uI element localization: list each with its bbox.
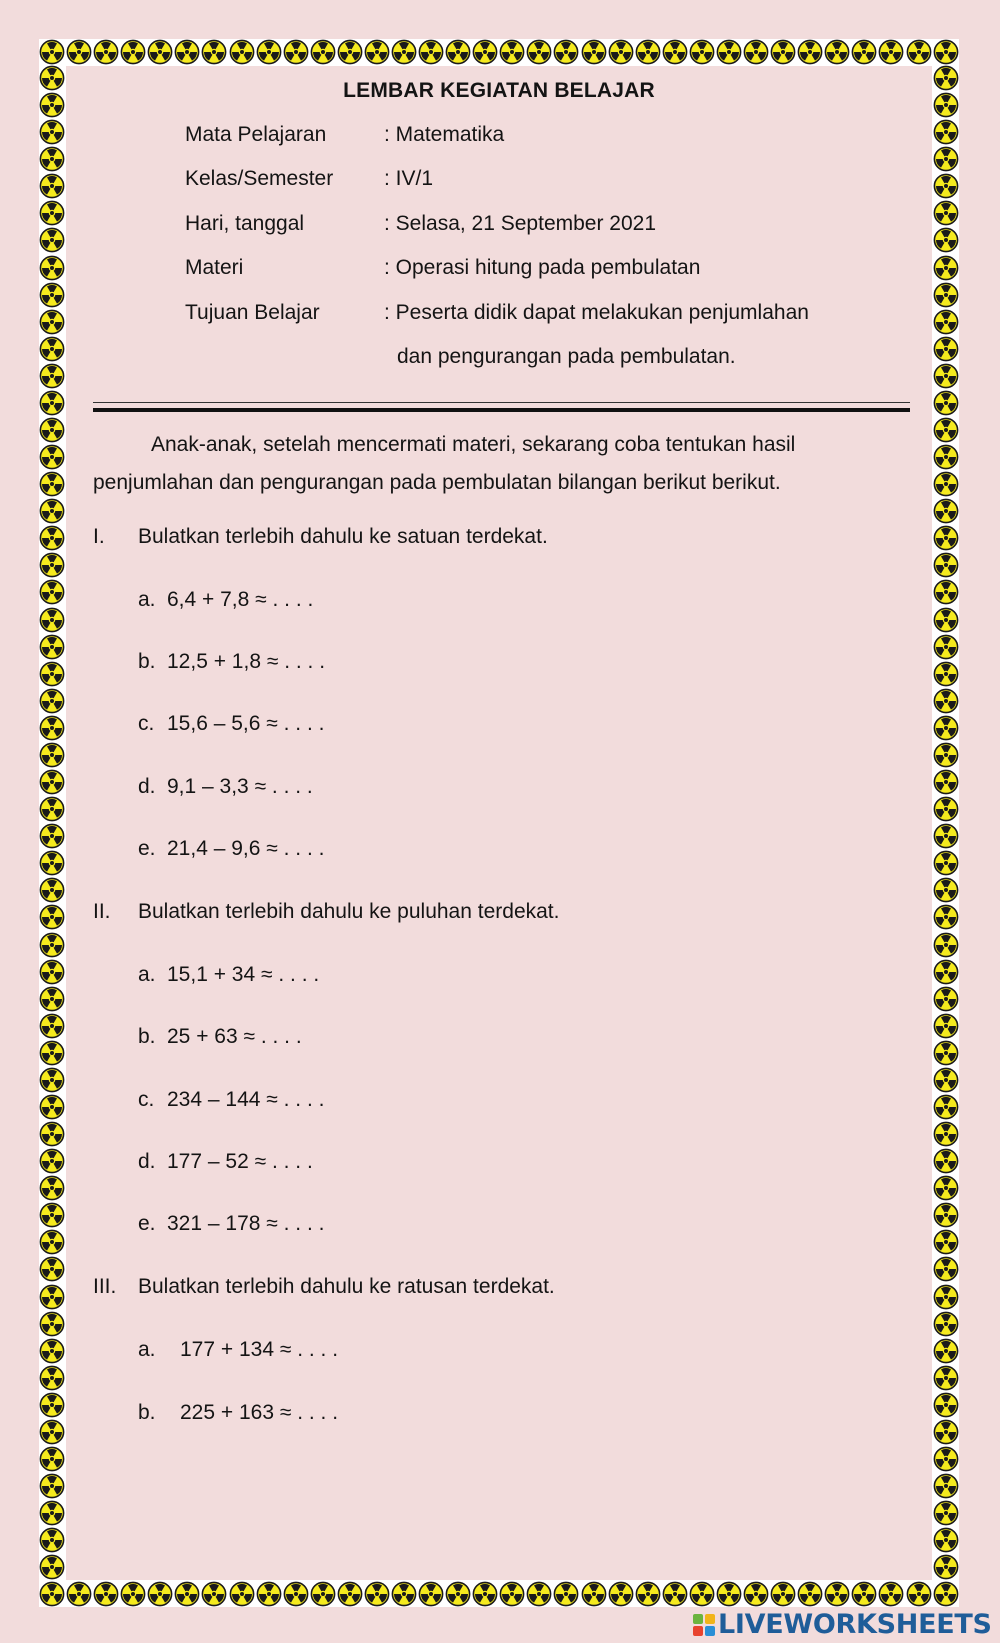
radiation-symbol-icon — [933, 1094, 959, 1120]
radiation-symbol-icon — [824, 39, 850, 65]
radiation-symbol-icon — [39, 1473, 65, 1499]
radiation-symbol-icon — [635, 39, 661, 65]
radiation-symbol-icon — [39, 688, 65, 714]
radiation-symbol-icon — [310, 39, 336, 65]
radiation-symbol-icon — [66, 1581, 92, 1607]
radiation-symbol-icon — [499, 39, 525, 65]
radiation-symbol-icon — [39, 1419, 65, 1445]
radiation-symbol-icon — [933, 1202, 959, 1228]
radiation-symbol-icon — [39, 850, 65, 876]
radiation-symbol-icon — [933, 363, 959, 389]
radiation-symbol-icon — [418, 1581, 444, 1607]
radiation-symbol-icon — [39, 65, 65, 91]
question-letter: b. — [138, 1401, 156, 1424]
radiation-symbol-icon — [933, 1365, 959, 1391]
question-expression: 225 + 163 ≈ . . . . — [180, 1401, 339, 1424]
info-value-material: : Operasi hitung pada pembulatan — [384, 256, 701, 279]
radiation-symbol-icon — [933, 1013, 959, 1039]
radiation-symbol-icon — [851, 1581, 877, 1607]
radiation-symbol-icon — [933, 227, 959, 253]
border-top — [39, 39, 959, 65]
border-bottom — [39, 1581, 959, 1607]
radiation-symbol-icon — [174, 1581, 200, 1607]
radiation-symbol-icon — [39, 796, 65, 822]
divider-thick — [93, 408, 910, 412]
radiation-symbol-icon — [553, 1581, 579, 1607]
radiation-symbol-icon — [39, 1446, 65, 1472]
radiation-symbol-icon — [581, 39, 607, 65]
info-value-date: : Selasa, 21 September 2021 — [384, 212, 657, 235]
radiation-symbol-icon — [39, 282, 65, 308]
question-expression: 9,1 – 3,3 ≈ . . . . — [167, 775, 313, 798]
radiation-symbol-icon — [933, 1148, 959, 1174]
radiation-symbol-icon — [906, 39, 932, 65]
info-label-material: Materi — [185, 256, 244, 279]
radiation-symbol-icon — [39, 1500, 65, 1526]
radiation-symbol-icon — [337, 1581, 363, 1607]
radiation-symbol-icon — [933, 1581, 959, 1607]
radiation-symbol-icon — [933, 986, 959, 1012]
radiation-symbol-icon — [39, 579, 65, 605]
border-left — [39, 65, 65, 1581]
radiation-symbol-icon — [933, 282, 959, 308]
radiation-symbol-icon — [716, 1581, 742, 1607]
radiation-symbol-icon — [933, 932, 959, 958]
radiation-symbol-icon — [66, 39, 92, 65]
question-letter: a. — [138, 1338, 156, 1361]
radiation-symbol-icon — [39, 904, 65, 930]
radiation-symbol-icon — [770, 1581, 796, 1607]
radiation-symbol-icon — [933, 1392, 959, 1418]
radiation-symbol-icon — [743, 39, 769, 65]
radiation-symbol-icon — [933, 336, 959, 362]
radiation-symbol-icon — [93, 39, 119, 65]
radiation-symbol-icon — [39, 661, 65, 687]
radiation-symbol-icon — [39, 1202, 65, 1228]
radiation-symbol-icon — [933, 850, 959, 876]
radiation-symbol-icon — [201, 39, 227, 65]
radiation-symbol-icon — [933, 1419, 959, 1445]
radiation-symbol-icon — [283, 39, 309, 65]
section-heading: Bulatkan terlebih dahulu ke puluhan terdekat. — [138, 900, 560, 923]
radiation-symbol-icon — [256, 1581, 282, 1607]
question-letter: b. — [138, 1025, 156, 1048]
radiation-symbol-icon — [689, 1581, 715, 1607]
radiation-symbol-icon — [39, 92, 65, 118]
radiation-symbol-icon — [120, 39, 146, 65]
radiation-symbol-icon — [39, 877, 65, 903]
radiation-symbol-icon — [933, 444, 959, 470]
radiation-symbol-icon — [39, 1365, 65, 1391]
radiation-symbol-icon — [39, 363, 65, 389]
radiation-symbol-icon — [933, 1338, 959, 1364]
radiation-symbol-icon — [933, 579, 959, 605]
radiation-symbol-icon — [229, 39, 255, 65]
radiation-symbol-icon — [933, 552, 959, 578]
question-letter: a. — [138, 588, 156, 611]
radiation-symbol-icon — [418, 39, 444, 65]
radiation-symbol-icon — [933, 39, 959, 65]
section-heading: Bulatkan terlebih dahulu ke satuan terdekat. — [138, 525, 548, 548]
info-label-objective: Tujuan Belajar — [185, 301, 320, 324]
question-expression: 15,1 + 34 ≈ . . . . — [167, 963, 320, 986]
info-label-subject: Mata Pelajaran — [185, 123, 327, 146]
radiation-symbol-icon — [933, 1500, 959, 1526]
radiation-symbol-icon — [933, 959, 959, 985]
radiation-symbol-icon — [608, 1581, 634, 1607]
radiation-symbol-icon — [933, 1175, 959, 1201]
radiation-symbol-icon — [39, 986, 65, 1012]
radiation-symbol-icon — [39, 1013, 65, 1039]
radiation-symbol-icon — [933, 92, 959, 118]
radiation-symbol-icon — [933, 65, 959, 91]
radiation-symbol-icon — [933, 1446, 959, 1472]
radiation-symbol-icon — [933, 877, 959, 903]
radiation-symbol-icon — [716, 39, 742, 65]
radiation-symbol-icon — [39, 932, 65, 958]
radiation-symbol-icon — [39, 200, 65, 226]
radiation-symbol-icon — [526, 39, 552, 65]
radiation-symbol-icon — [933, 119, 959, 145]
radiation-symbol-icon — [39, 1284, 65, 1310]
section-number: II. — [93, 900, 111, 923]
radiation-symbol-icon — [39, 1067, 65, 1093]
radiation-symbol-icon — [445, 1581, 471, 1607]
radiation-symbol-icon — [364, 1581, 390, 1607]
radiation-symbol-icon — [933, 1229, 959, 1255]
question-expression: 177 – 52 ≈ . . . . — [167, 1150, 313, 1173]
radiation-symbol-icon — [743, 1581, 769, 1607]
intro-line-1: Anak-anak, setelah mencermati materi, sekarang coba tentukan hasil — [151, 433, 796, 456]
liveworksheets-logo[interactable] — [693, 1608, 992, 1641]
radiation-symbol-icon — [635, 1581, 661, 1607]
question-letter: e. — [138, 1212, 156, 1235]
radiation-symbol-icon — [933, 255, 959, 281]
radiation-symbol-icon — [933, 634, 959, 660]
radiation-symbol-icon — [39, 255, 65, 281]
radiation-symbol-icon — [39, 119, 65, 145]
radiation-symbol-icon — [933, 200, 959, 226]
radiation-symbol-icon — [39, 1148, 65, 1174]
info-value-subject: : Matematika — [384, 123, 505, 146]
radiation-symbol-icon — [256, 39, 282, 65]
radiation-symbol-icon — [39, 823, 65, 849]
question-letter: e. — [138, 837, 156, 860]
radiation-symbol-icon — [933, 796, 959, 822]
section-number: I. — [93, 525, 105, 548]
radiation-symbol-icon — [933, 1067, 959, 1093]
worksheet-title: LEMBAR KEGIATAN BELAJAR — [343, 79, 655, 102]
radiation-symbol-icon — [472, 39, 498, 65]
radiation-symbol-icon — [337, 39, 363, 65]
radiation-symbol-icon — [147, 1581, 173, 1607]
border-right — [933, 65, 959, 1581]
info-label-date: Hari, tanggal — [185, 212, 305, 235]
radiation-symbol-icon — [364, 39, 390, 65]
radiation-symbol-icon — [499, 1581, 525, 1607]
radiation-symbol-icon — [229, 1581, 255, 1607]
radiation-symbol-icon — [391, 1581, 417, 1607]
radiation-symbol-icon — [39, 1311, 65, 1337]
radiation-symbol-icon — [39, 309, 65, 335]
radiation-symbol-icon — [933, 471, 959, 497]
radiation-symbol-icon — [906, 1581, 932, 1607]
question-letter: b. — [138, 650, 156, 673]
radiation-symbol-icon — [39, 1392, 65, 1418]
info-value-objective: : Peserta didik dapat melakukan penjumlahan — [384, 301, 809, 324]
question-expression: 15,6 – 5,6 ≈ . . . . — [167, 712, 325, 735]
radiation-symbol-icon — [174, 39, 200, 65]
question-expression: 21,4 – 9,6 ≈ . . . . — [167, 837, 325, 860]
question-expression: 25 + 63 ≈ . . . . — [167, 1025, 302, 1048]
radiation-symbol-icon — [39, 173, 65, 199]
radiation-symbol-icon — [933, 769, 959, 795]
radiation-symbol-icon — [39, 1338, 65, 1364]
radiation-symbol-icon — [689, 39, 715, 65]
radiation-symbol-icon — [933, 309, 959, 335]
question-expression: 6,4 + 7,8 ≈ . . . . — [167, 588, 314, 611]
section-heading: Bulatkan terlebih dahulu ke ratusan terdekat. — [138, 1275, 555, 1298]
question-expression: 321 – 178 ≈ . . . . — [167, 1212, 325, 1235]
radiation-symbol-icon — [147, 39, 173, 65]
radiation-symbol-icon — [933, 173, 959, 199]
radiation-symbol-icon — [526, 1581, 552, 1607]
question-expression: 12,5 + 1,8 ≈ . . . . — [167, 650, 326, 673]
radiation-symbol-icon — [39, 471, 65, 497]
radiation-symbol-icon — [39, 1581, 65, 1607]
radiation-symbol-icon — [93, 1581, 119, 1607]
radiation-symbol-icon — [933, 1554, 959, 1580]
radiation-symbol-icon — [553, 39, 579, 65]
radiation-symbol-icon — [824, 1581, 850, 1607]
info-value-class: : IV/1 — [384, 167, 434, 190]
radiation-symbol-icon — [39, 715, 65, 741]
liveworksheets-logo-text: LIVEWORKSHEETS — [718, 1609, 992, 1640]
radiation-symbol-icon — [770, 39, 796, 65]
radiation-symbol-icon — [933, 1527, 959, 1553]
question-letter: c. — [138, 1088, 155, 1111]
radiation-symbol-icon — [797, 1581, 823, 1607]
radiation-symbol-icon — [933, 607, 959, 633]
radiation-symbol-icon — [39, 1256, 65, 1282]
radiation-symbol-icon — [39, 607, 65, 633]
radiation-symbol-icon — [39, 444, 65, 470]
question-letter: d. — [138, 1150, 156, 1173]
section-number: III. — [93, 1275, 117, 1298]
radiation-symbol-icon — [39, 525, 65, 551]
radiation-symbol-icon — [797, 39, 823, 65]
radiation-symbol-icon — [933, 146, 959, 172]
radiation-symbol-icon — [310, 1581, 336, 1607]
radiation-symbol-icon — [933, 1311, 959, 1337]
radiation-symbol-icon — [933, 1121, 959, 1147]
radiation-symbol-icon — [39, 498, 65, 524]
radiation-symbol-icon — [39, 1094, 65, 1120]
radiation-symbol-icon — [933, 904, 959, 930]
question-expression: 234 – 144 ≈ . . . . — [167, 1088, 325, 1111]
radiation-symbol-icon — [933, 390, 959, 416]
radiation-symbol-icon — [851, 39, 877, 65]
radiation-symbol-icon — [39, 39, 65, 65]
question-letter: c. — [138, 712, 155, 735]
radiation-symbol-icon — [39, 1175, 65, 1201]
radiation-symbol-icon — [39, 146, 65, 172]
radiation-symbol-icon — [39, 417, 65, 443]
radiation-symbol-icon — [39, 1527, 65, 1553]
radiation-symbol-icon — [445, 39, 471, 65]
radiation-symbol-icon — [283, 1581, 309, 1607]
intro-line-2: penjumlahan dan pengurangan pada pembulatan bilangan berikut berikut. — [93, 471, 781, 494]
radiation-symbol-icon — [581, 1581, 607, 1607]
radiation-symbol-icon — [120, 1581, 146, 1607]
worksheet-content — [66, 66, 932, 1580]
radiation-symbol-icon — [878, 39, 904, 65]
radiation-symbol-icon — [39, 227, 65, 253]
question-letter: a. — [138, 963, 156, 986]
radiation-symbol-icon — [933, 1473, 959, 1499]
radiation-symbol-icon — [933, 525, 959, 551]
radiation-symbol-icon — [39, 634, 65, 660]
info-label-class: Kelas/Semester — [185, 167, 334, 190]
radiation-symbol-icon — [39, 1229, 65, 1255]
divider-thin — [93, 402, 910, 403]
radiation-symbol-icon — [472, 1581, 498, 1607]
radiation-symbol-icon — [933, 823, 959, 849]
radiation-symbol-icon — [933, 1040, 959, 1066]
radiation-symbol-icon — [933, 715, 959, 741]
radiation-symbol-icon — [39, 336, 65, 362]
radiation-symbol-icon — [39, 552, 65, 578]
radiation-symbol-icon — [933, 417, 959, 443]
radiation-symbol-icon — [878, 1581, 904, 1607]
radiation-symbol-icon — [662, 39, 688, 65]
radiation-symbol-icon — [39, 1554, 65, 1580]
radiation-symbol-icon — [933, 1256, 959, 1282]
radiation-symbol-icon — [39, 1040, 65, 1066]
radiation-symbol-icon — [933, 1284, 959, 1310]
radiation-symbol-icon — [608, 39, 634, 65]
radiation-symbol-icon — [662, 1581, 688, 1607]
radiation-symbol-icon — [933, 688, 959, 714]
info-value-objective-continued: dan pengurangan pada pembulatan. — [397, 345, 736, 368]
radiation-symbol-icon — [39, 769, 65, 795]
radiation-symbol-icon — [39, 1121, 65, 1147]
radiation-symbol-icon — [39, 390, 65, 416]
radiation-symbol-icon — [391, 39, 417, 65]
radiation-symbol-icon — [201, 1581, 227, 1607]
radiation-symbol-icon — [39, 959, 65, 985]
radiation-symbol-icon — [933, 742, 959, 768]
radiation-symbol-icon — [933, 661, 959, 687]
radiation-symbol-icon — [933, 498, 959, 524]
question-expression: 177 + 134 ≈ . . . . — [180, 1338, 339, 1361]
radiation-symbol-icon — [39, 742, 65, 768]
liveworksheets-logo-icon — [693, 1614, 715, 1636]
question-letter: d. — [138, 775, 156, 798]
